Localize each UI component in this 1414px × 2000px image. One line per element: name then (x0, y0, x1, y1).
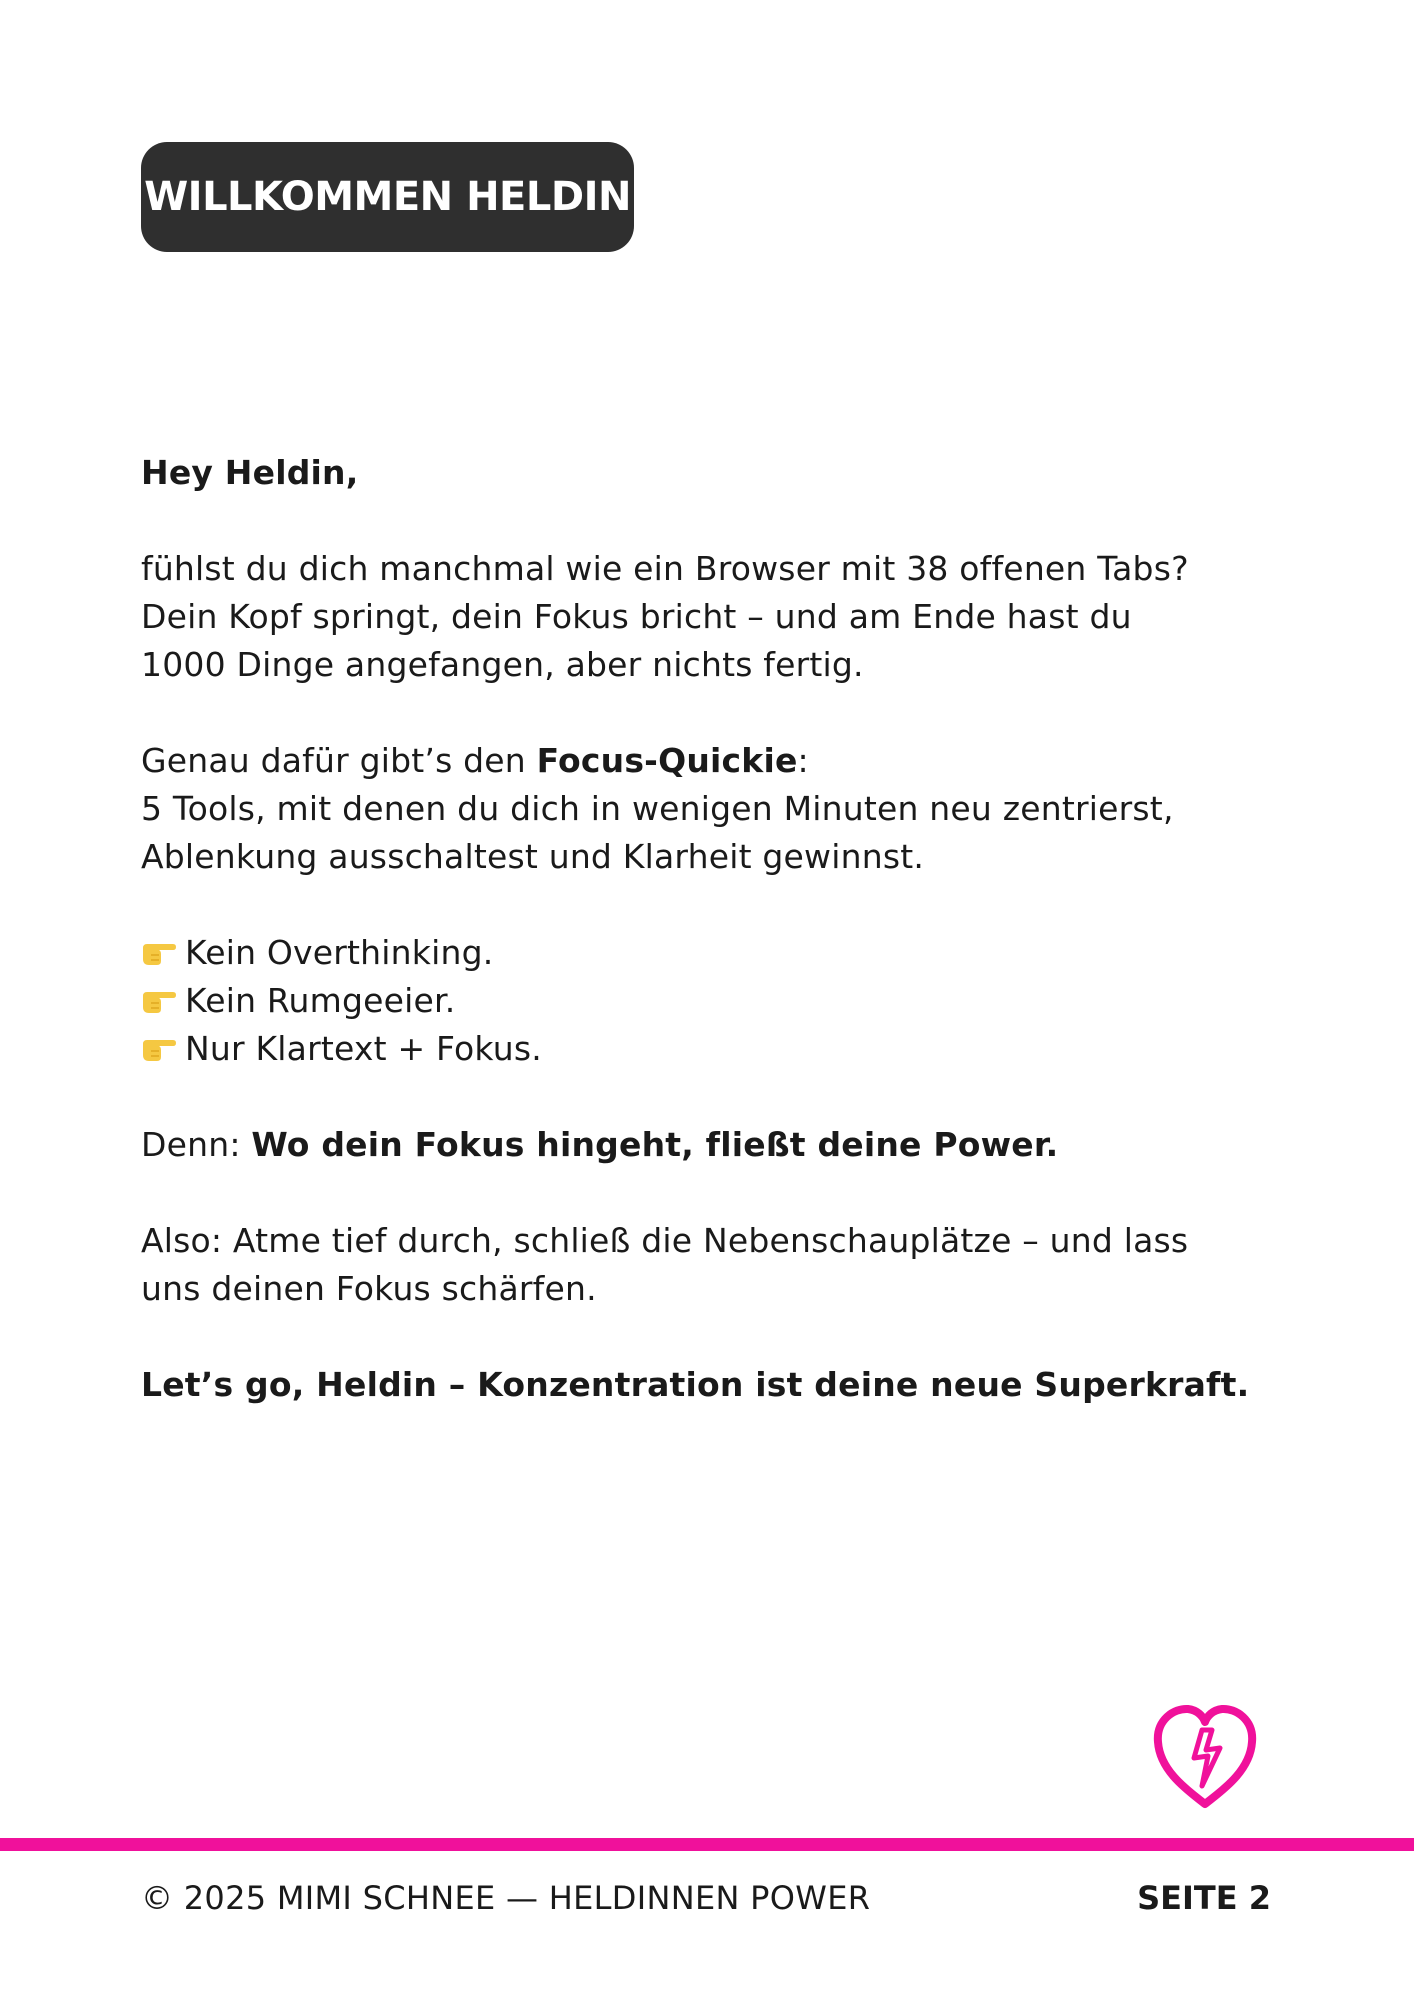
footer-copyright: © 2025 MIMI SCHNEE — HELDINNEN POWER (141, 1879, 871, 1917)
list-item (141, 929, 1281, 977)
offer-line: Ablenkung ausschaltest und Klarheit gewinnst. (141, 837, 925, 876)
denn-prefix: Denn: (141, 1125, 252, 1164)
offer-highlight: Focus-Quickie (536, 741, 798, 780)
also-line: uns deinen Fokus schärfen. (141, 1269, 597, 1308)
list-item (141, 977, 1281, 1025)
denn-line (141, 1121, 1281, 1169)
bullet-text: Kein Rumgeeier. (185, 981, 456, 1020)
bullet-text: Nur Klartext + Fokus. (185, 1029, 542, 1068)
pointing-hand-icon (141, 1025, 179, 1073)
pointing-hand-icon (141, 929, 179, 977)
greeting: Hey Heldin, (141, 453, 359, 492)
bullet-list (141, 929, 1281, 1073)
offer-paragraph (141, 737, 1281, 881)
intro-paragraph (141, 545, 1281, 689)
also-paragraph (141, 1217, 1281, 1313)
denn-paragraph (141, 1121, 1281, 1169)
denn-highlight: Wo dein Fokus hingeht, fließt deine Power. (251, 1125, 1059, 1164)
also-line: Also: Atme tief durch, schließ die Nebenschauplätze – und lass (141, 1221, 1189, 1260)
intro-line: fühlst du dich manchmal wie ein Browser mit 38 offenen Tabs? (141, 549, 1189, 588)
list-item (141, 1025, 1281, 1073)
page-number: SEITE 2 (1137, 1879, 1271, 1917)
offer-prefix: Genau dafür gibt’s den (141, 741, 537, 780)
offer-line: 5 Tools, mit denen du dich in wenigen Minuten neu zentrierst, (141, 789, 1174, 828)
lightning-heart-icon (1150, 1700, 1260, 1815)
offer-suffix: : (797, 741, 809, 780)
closing-line: Let’s go, Heldin – Konzentration ist deine neue Superkraft. (141, 1365, 1250, 1404)
pointing-hand-icon (141, 977, 179, 1025)
page-title: WILLKOMMEN HELDIN (144, 174, 631, 220)
letter-body (141, 449, 1281, 1457)
page-title-badge (141, 142, 634, 252)
offer-line (141, 737, 1281, 785)
intro-line: 1000 Dinge angefangen, aber nichts fertig. (141, 645, 864, 684)
footer-divider (0, 1838, 1414, 1851)
intro-line: Dein Kopf springt, dein Fokus bricht – und am Ende hast du (141, 597, 1132, 636)
bullet-text: Kein Overthinking. (185, 933, 494, 972)
